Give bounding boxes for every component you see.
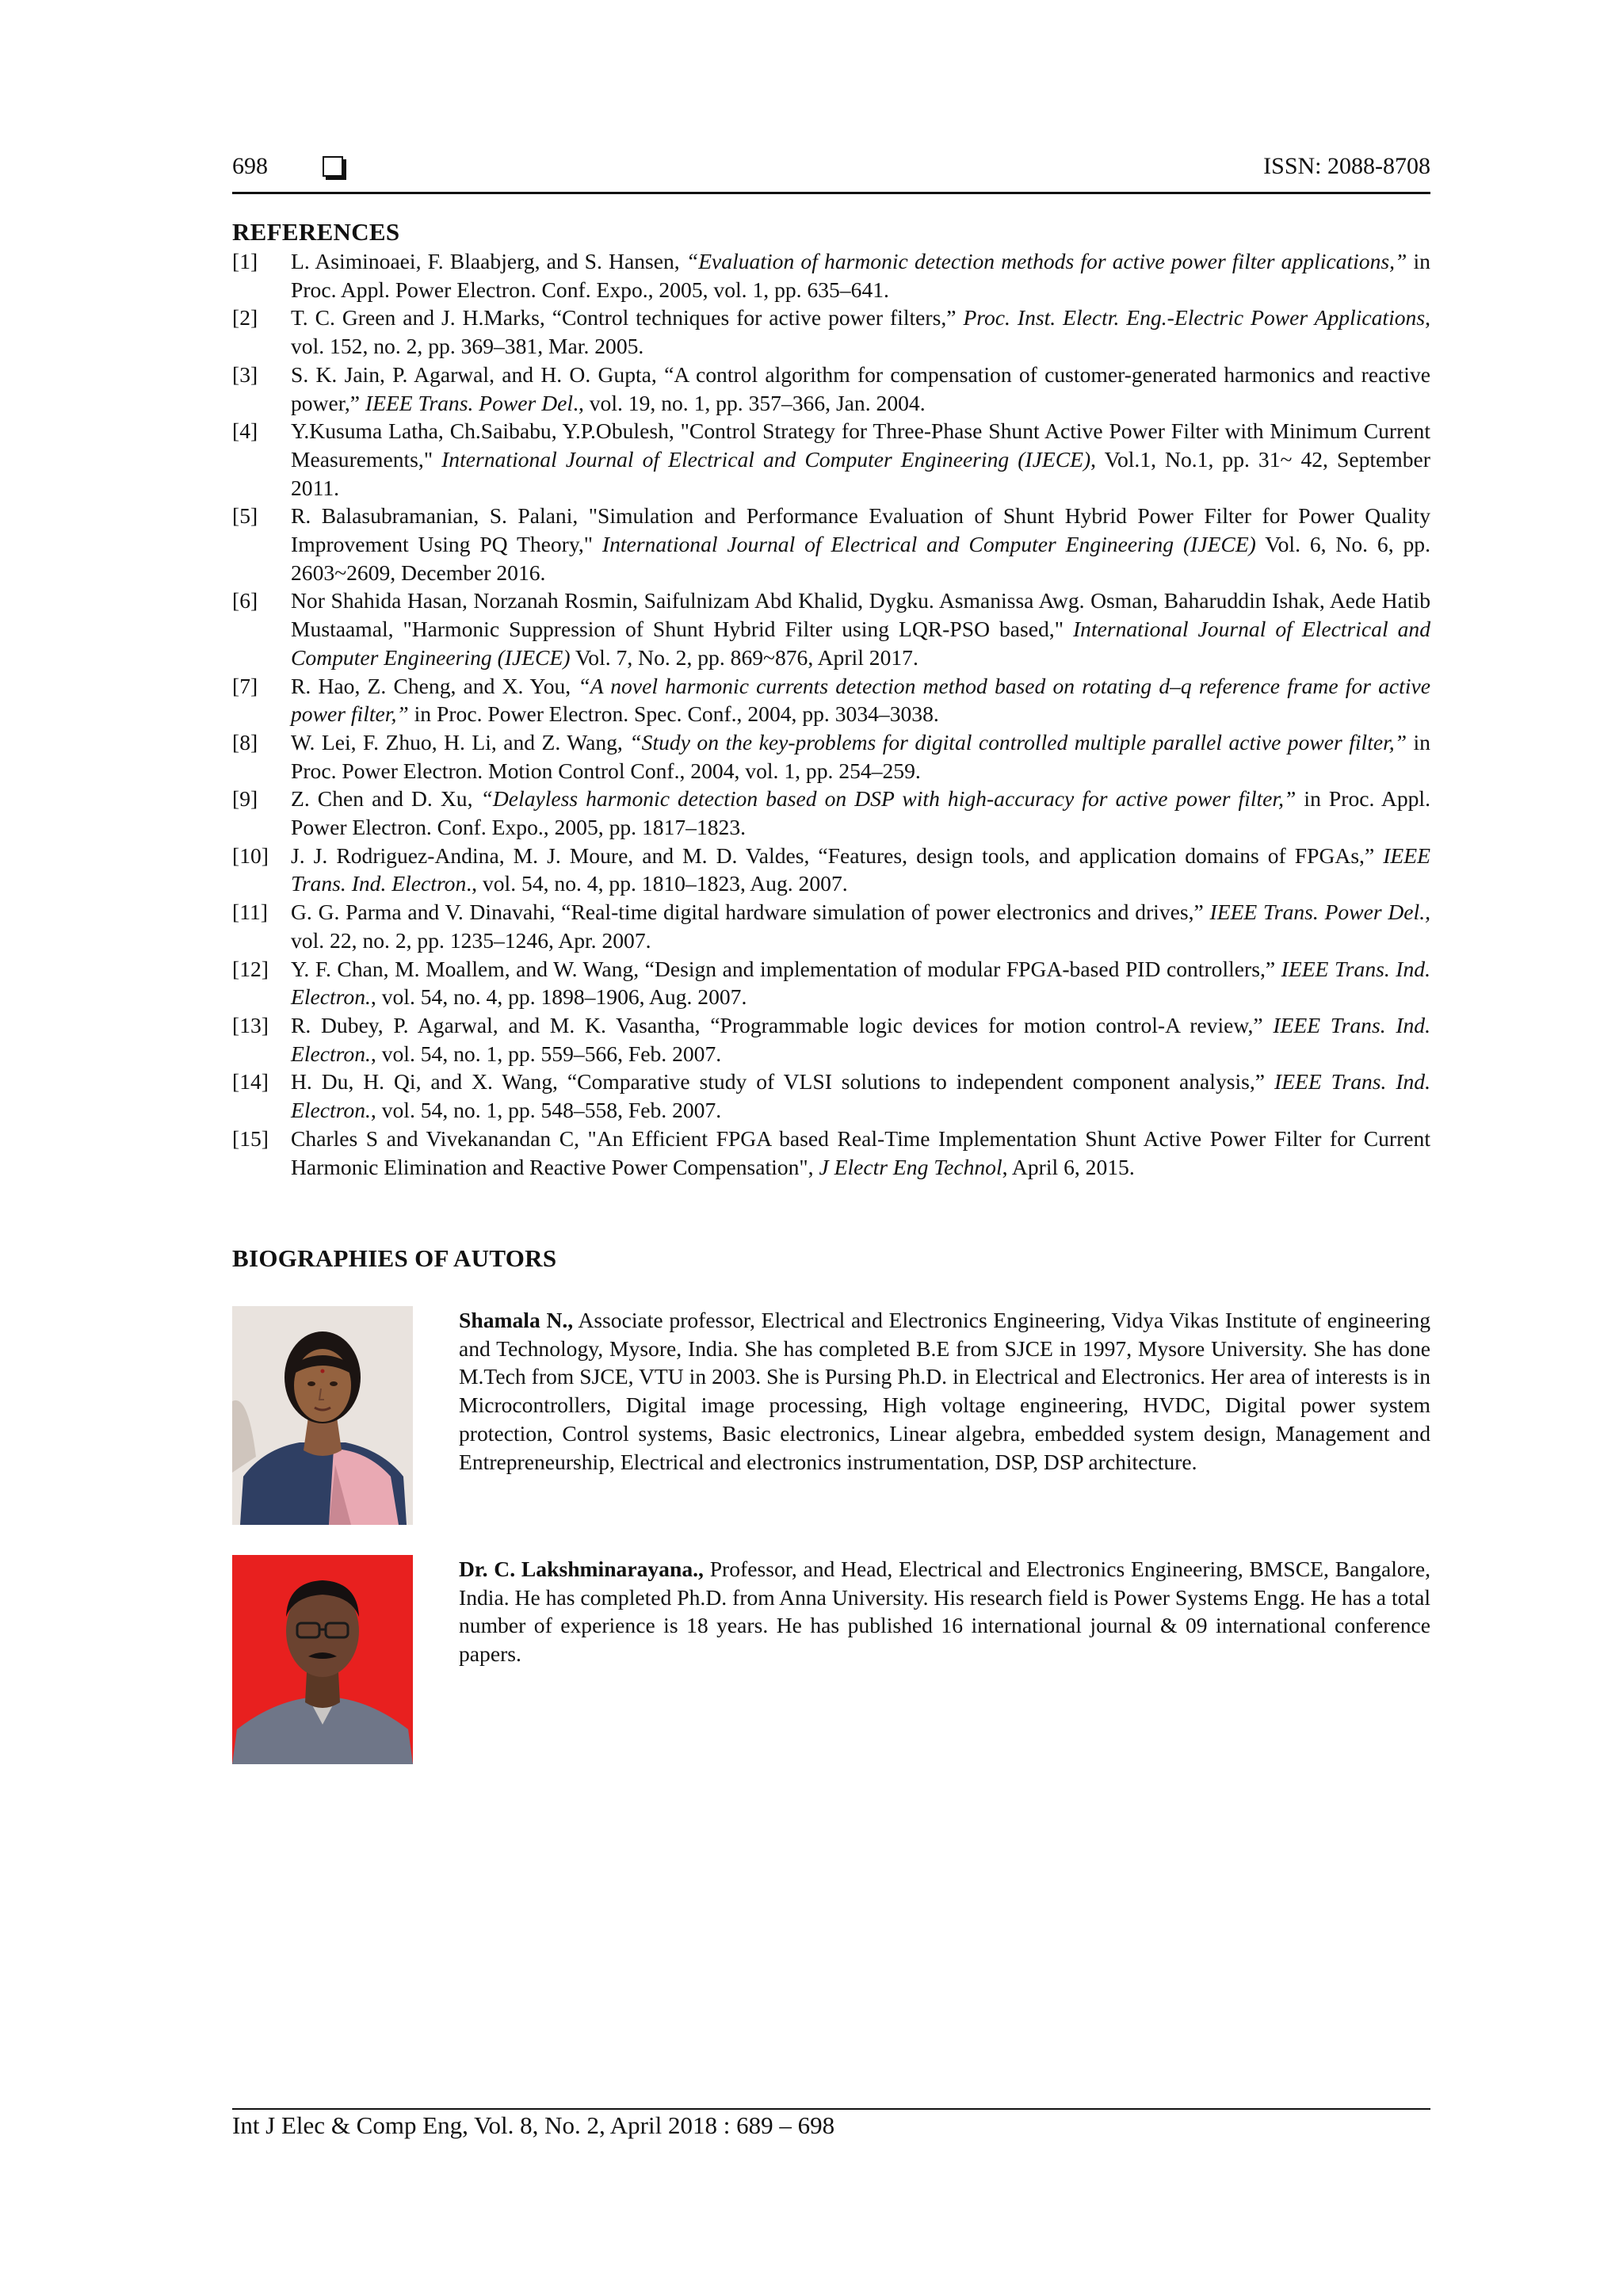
reference-item: [7] R. Hao, Z. Cheng, and X. You, “A novel harmonic currents detection method based on rotating d–q reference frame for active power filter,” in Proc. Power Electron. Spec. Conf., 2004, pp. 3034–3038. — [232, 673, 1430, 727]
page-footer: Int J Elec & Comp Eng, Vol. 8, No. 2, April 2018 : 689 – 698 — [232, 2111, 835, 2139]
reference-item: [11] G. G. Parma and V. Dinavahi, “Real-time digital hardware simulation of power electronics and drives,” IEEE Trans. Power Del., vol. 22, no. 2, pp. 1235–1246, Apr. 2007. — [232, 900, 1430, 953]
reference-item: [6] Nor Shahida Hasan, Norzanah Rosmin, Saifulnizam Abd Khalid, Dygku. Asmanissa Awg. Osman, Baharuddin Ishak, Aede Hatib Mustaamal, "Harmonic Suppression of Shunt Hybrid Filter using LQR-PSO based," International Journal of Electrical and Computer Engineering (IJECE) Vol. 7, No. 2, pp. 869~876, April 2017. — [232, 588, 1430, 670]
author-name: Shamala N., — [459, 1308, 574, 1332]
biographies-heading: BIOGRAPHIES OF AUTORS — [232, 1244, 557, 1272]
author-name: Dr. C. Lakshminarayana., — [459, 1557, 704, 1581]
reference-item: [13] R. Dubey, P. Agarwal, and M. K. Vasantha, “Programmable logic devices for motion control-A review,” IEEE Trans. Ind. Electron., vol. 54, no. 1, pp. 559–566, Feb. 2007. — [232, 1012, 1430, 1066]
reference-item: [14] H. Du, H. Qi, and X. Wang, “Comparative study of VLSI solutions to independent component analysis,” IEEE Trans. Ind. Electron., vol. 54, no. 1, pp. 548–558, Feb. 2007. — [232, 1069, 1431, 1123]
page-number: 698 — [232, 153, 268, 179]
reference-item: [8] W. Lei, F. Zhuo, H. Li, and Z. Wang, “Study on the key-problems for digital controlled multiple parallel active power filter,” in Proc. Power Electron. Motion Control Conf., 2004, vol. 1, pp. 254–259. — [232, 729, 1430, 783]
reference-item: [12] Y. F. Chan, M. Moallem, and W. Wang, “Design and implementation of modular FPGA-based PID controllers,” IEEE Trans. Ind. Electron., vol. 54, no. 4, pp. 1898–1906, Aug. 2007. — [232, 956, 1430, 1010]
references-heading: REFERENCES — [232, 218, 400, 246]
header-rule — [232, 192, 1430, 194]
checkbox-square-icon — [323, 156, 343, 177]
author-bio-text: Dr. C. Lakshminarayana., Professor, and Head, Electrical and Electronics Engineering, BMSCE, Bangalore, India. He has completed Ph.D. from Anna University. His research field is Power Systems Engg. He has a total number of experience is 18 years. He has published 16 international journal & 09 international conference papers. — [459, 1557, 1430, 1667]
reference-item: [9] Z. Chen and D. Xu, “Delayless harmonic detection based on DSP with high-accuracy for active power filter,” in Proc. Appl. Power Electron. Conf. Expo., 2005, pp. 1817–1823. — [232, 786, 1430, 840]
reference-item: [15] Charles S and Vivekanandan C, "An Efficient FPGA based Real-Time Implementation Shunt Active Power Filter for Current Harmonic Elimination and Reactive Power Compensation", J Electr Eng Technol, April 6, 2015. — [232, 1125, 1430, 1179]
reference-item: [2] T. C. Green and J. H.Marks, “Control techniques for active power filters,” Proc. Inst. Electr. Eng.-Electric Power Applications, vol. 152, no. 2, pp. 369–381, Mar. 2005. — [232, 305, 1430, 359]
reference-item: [1] L. Asiminoaei, F. Blaabjerg, and S. Hansen, “Evaluation of harmonic detection methods for active power filter applications,” in Proc. Appl. Power Electron. Conf. Expo., 2005, vol. 1, pp. 635–641. — [232, 249, 1430, 302]
issn-label: ISSN: 2088-8708 — [1263, 153, 1430, 179]
author-photo — [232, 1555, 413, 1764]
reference-item: [3] S. K. Jain, P. Agarwal, and H. O. Gupta, “A control algorithm for compensation of customer-generated harmonics and reactive power,” IEEE Trans. Power Del., vol. 19, no. 1, pp. 357–366, Jan. 2004. — [232, 361, 1430, 415]
author-photo — [232, 1306, 413, 1525]
reference-item: [5] R. Balasubramanian, S. Palani, "Simulation and Performance Evaluation of Shunt Hybrid Power Filter for Power Quality Improvement Using PQ Theory," International Journal of Electrical and Computer Engineering (IJECE) Vol. 6, No. 6, pp. 2603~2609, December 2016. — [232, 503, 1430, 585]
page-header — [232, 153, 1430, 188]
reference-item: [4] Y.Kusuma Latha, Ch.Saibabu, Y.P.Obulesh, "Control Strategy for Three-Phase Shunt Active Power Filter with Minimum Current Measurements," International Journal of Electrical and Computer Engineering (IJECE), Vol.1, No.1, pp. 31~ 42, September 2011. — [232, 418, 1430, 500]
reference-item: [10] J. J. Rodriguez-Andina, M. J. Moure, and M. D. Valdes, “Features, design tools, and application domains of FPGAs,” IEEE Trans. Ind. Electron., vol. 54, no. 4, pp. 1810–1823, Aug. 2007. — [232, 842, 1430, 896]
author-bio-text: Shamala N., Associate professor, Electrical and Electronics Engineering, Vidya Vikas Institute of engineering and Technology, Mysore, India. She has completed B.E from SJCE in 1997, Mysore University. She has done M.Tech from SJCE, VTU in 2003. She is Pursing Ph.D. in Electrical and Electronics. Her area of interests is in Microcontrollers, Digital image processing, High voltage engineering, HVDC, Digital power system protection, Control systems, Basic electronics, Linear algebra, embedded system design, Management and Entrepreneurship, Electrical and electronics instrumentation, DSP, DSP architecture. — [459, 1308, 1430, 1474]
footer-rule — [232, 2108, 1430, 2110]
reference-list — [232, 247, 1430, 1181]
